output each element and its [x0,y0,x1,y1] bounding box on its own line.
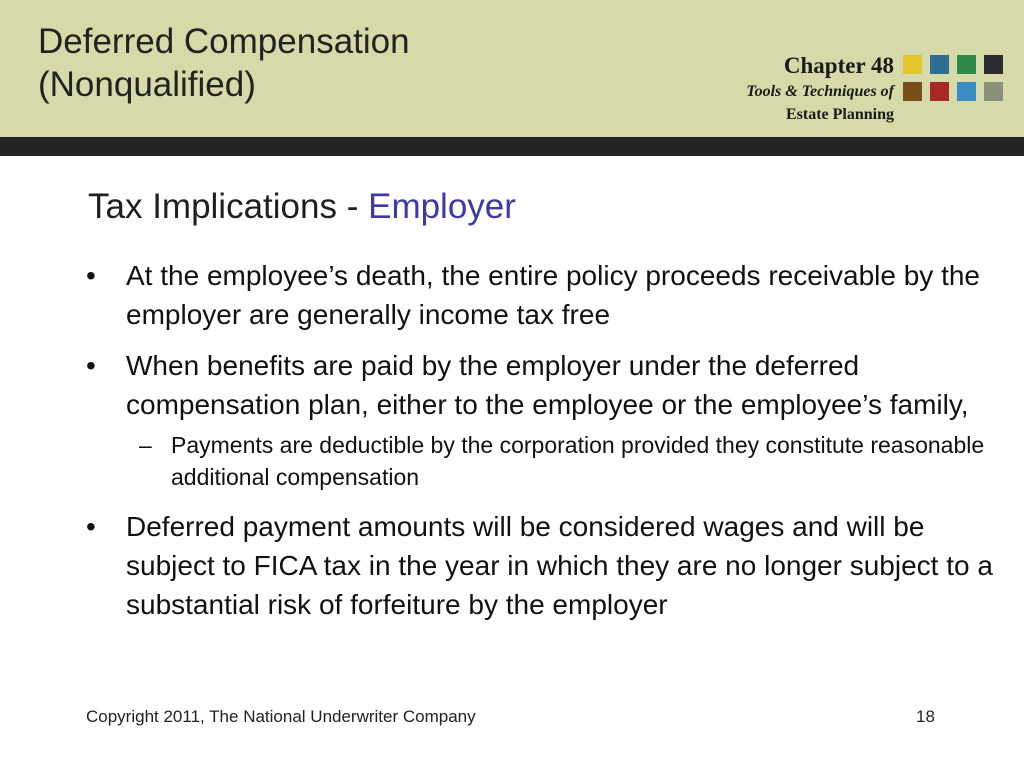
heading-accent: Employer [368,187,516,226]
bullet-item [86,507,996,624]
title-line-1: Deferred Compensation [38,22,410,61]
heading-prefix: Tax Implications - [88,187,369,226]
page-number: 18 [916,707,935,726]
chapter-number: Chapter 48 [783,53,894,78]
book-title-line-2: Estate Planning [785,106,894,123]
bullet-marker: • [86,350,96,381]
sub-bullet-marker: – [139,432,152,458]
logo-square [903,82,922,101]
color-squares-logo [903,55,1005,101]
slide-title [38,20,410,106]
bullet-marker: • [86,511,96,542]
bullet-text: When benefits are paid by the employer under the deferred compensation plan, either to the employee or the employee’s family, [126,350,969,420]
slide-heading [88,185,516,229]
logo-square [984,82,1003,101]
chapter-label [746,52,894,126]
logo-square [930,82,949,101]
bullet-list [86,256,996,636]
bullet-text: Deferred payment amounts will be considered wages and will be subject to FICA tax in the year in which they are no longer subject to a substantial risk of forfeiture by the employer [126,511,993,620]
bullet-item [86,346,996,424]
title-line-2: (Nonqualified) [38,65,256,104]
bullet-marker: • [86,260,96,291]
sub-bullet-text: Payments are deductible by the corporation provided they constitute reasonable additional compensation [171,432,985,490]
logo-square [957,82,976,101]
logo-square [930,55,949,74]
sub-bullet-item [86,429,996,493]
header-divider-bar [0,137,1024,156]
book-title-line-1: Tools & Techniques of [746,83,894,100]
logo-square [903,55,922,74]
bullet-item [86,256,996,334]
bullet-text: At the employee’s death, the entire policy proceeds receivable by the employer are generally income tax free [126,260,980,330]
logo-square [957,55,976,74]
copyright-footer: Copyright 2011, The National Underwriter Company [86,707,476,726]
logo-square [984,55,1003,74]
